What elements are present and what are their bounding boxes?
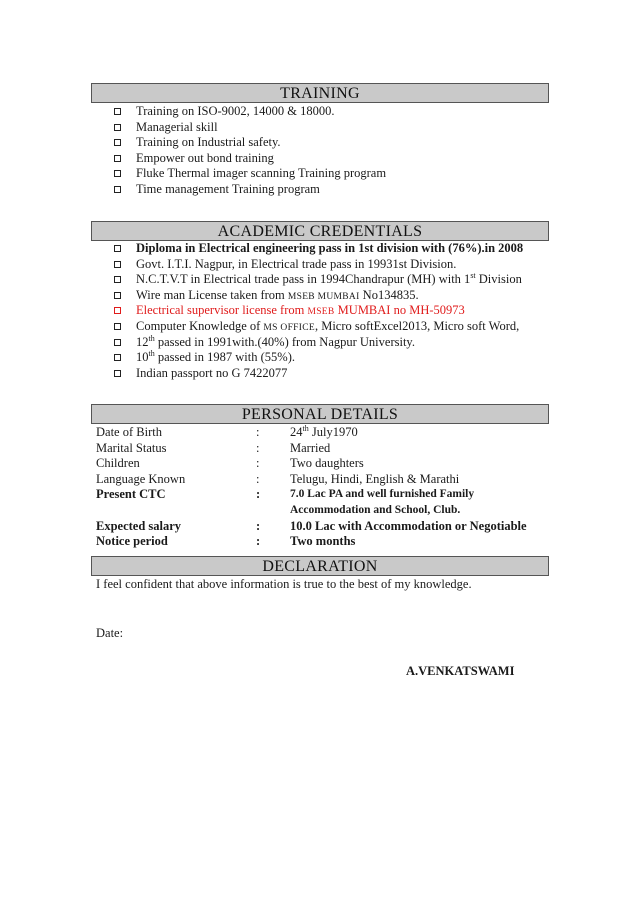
list-item bbox=[112, 182, 386, 198]
list-item bbox=[112, 350, 523, 366]
supervisor-text: Electrical supervisor license from bbox=[136, 303, 308, 318]
colon: : bbox=[256, 487, 261, 502]
list-item bbox=[112, 135, 386, 151]
checkbox-bullet-icon bbox=[114, 276, 121, 283]
expected-value: 10.0 Lac with Accommodation or Negotiable bbox=[290, 518, 527, 533]
language-label: Language Known bbox=[96, 471, 186, 486]
personal-header: PERSONAL DETAILS bbox=[91, 404, 549, 424]
table-row bbox=[96, 487, 527, 503]
list-item bbox=[112, 166, 386, 182]
supervisor-authority: MSEB bbox=[307, 307, 335, 318]
list-item bbox=[112, 120, 386, 136]
dob-day: 24 bbox=[290, 425, 303, 439]
language-value: Telugu, Hindi, English & Marathi bbox=[290, 471, 460, 486]
declaration-text: I feel confident that above information is true to the best of my knowledge. bbox=[96, 577, 472, 591]
table-row bbox=[96, 456, 527, 472]
table-row bbox=[96, 425, 527, 441]
iti-text: Govt. I.T.I. Nagpur, in Electrical trade pass in 19931st Division. bbox=[136, 256, 457, 271]
tenth-superscript: th bbox=[148, 349, 155, 358]
declaration-header: DECLARATION bbox=[91, 556, 549, 576]
personal-details-table bbox=[96, 425, 527, 550]
ncvt-superscript: st bbox=[470, 271, 476, 281]
colon: : bbox=[256, 425, 260, 439]
list-item bbox=[112, 303, 523, 319]
ncvt-text-end: Division bbox=[475, 272, 522, 287]
checkbox-bullet-icon bbox=[114, 370, 121, 377]
marital-value: Married bbox=[290, 440, 331, 455]
twelfth-text-end: passed in 1991with.(40%) from Nagpur University. bbox=[154, 334, 415, 349]
signature: A.VENKATSWAMI bbox=[406, 664, 515, 678]
table-row bbox=[96, 534, 527, 550]
list-item-text: Fluke Thermal imager scanning Training program bbox=[136, 166, 387, 181]
tenth-text-end: passed in 1987 with (55%). bbox=[154, 350, 295, 365]
list-item-text: Training on Industrial safety. bbox=[136, 135, 281, 150]
twelfth-superscript: th bbox=[148, 333, 155, 343]
list-item-text: Empower out bond training bbox=[136, 150, 274, 165]
colon: : bbox=[256, 456, 260, 471]
training-list bbox=[112, 104, 386, 198]
list-item-text: Time management Training program bbox=[136, 181, 320, 196]
diploma-text: Diploma in Electrical engineering pass in 1st division with (76%).in 2008 bbox=[136, 241, 524, 255]
checkbox-bullet-icon bbox=[114, 292, 121, 299]
twelfth-text: 12 bbox=[136, 334, 149, 349]
list-item bbox=[112, 241, 523, 257]
table-row bbox=[96, 472, 527, 488]
expected-label: Expected salary bbox=[96, 518, 182, 533]
checkbox-bullet-icon bbox=[114, 354, 121, 361]
dob-month-year: July1970 bbox=[308, 425, 358, 439]
computer-office: MS OFFICE bbox=[263, 322, 315, 333]
colon: : bbox=[256, 518, 261, 533]
checkbox-bullet-icon bbox=[114, 261, 121, 268]
list-item-text: Training on ISO-9002, 14000 & 18000. bbox=[136, 104, 335, 118]
checkbox-bullet-icon bbox=[114, 155, 121, 162]
list-item bbox=[112, 104, 386, 120]
academic-list bbox=[112, 241, 523, 381]
supervisor-number: MUMBAI no MH-50973 bbox=[334, 303, 465, 318]
list-item bbox=[112, 257, 523, 273]
children-value: Two daughters bbox=[290, 456, 364, 471]
checkbox-bullet-icon bbox=[114, 245, 121, 252]
academic-header: ACADEMIC CREDENTIALS bbox=[91, 221, 549, 241]
list-item bbox=[112, 335, 523, 351]
list-item bbox=[112, 272, 523, 288]
colon: : bbox=[256, 471, 260, 486]
dob-value bbox=[290, 425, 527, 441]
notice-label: Notice period bbox=[96, 534, 168, 549]
notice-value: Two months bbox=[290, 534, 356, 549]
date-label: Date: bbox=[96, 626, 124, 640]
wireman-text: Wire man License taken from bbox=[136, 287, 288, 302]
wireman-number: No134835. bbox=[359, 287, 419, 302]
checkbox-bullet-icon bbox=[114, 339, 121, 346]
ctc-value-cont: Accommodation and School, Club. bbox=[290, 503, 461, 516]
ctc-label: Present CTC bbox=[96, 487, 166, 502]
table-row bbox=[96, 503, 527, 519]
list-item bbox=[112, 319, 523, 335]
ctc-value: 7.0 Lac PA and well furnished Family bbox=[290, 488, 475, 501]
checkbox-bullet-icon bbox=[114, 139, 121, 146]
wireman-authority: MSEB MUMBAI bbox=[287, 291, 360, 302]
training-header: TRAINING bbox=[91, 83, 549, 103]
checkbox-bullet-icon bbox=[114, 186, 121, 193]
checkbox-bullet-icon bbox=[114, 307, 121, 314]
dob-label: Date of Birth bbox=[96, 425, 162, 439]
computer-text: Computer Knowledge of bbox=[136, 318, 264, 333]
empty-cell bbox=[256, 503, 290, 519]
table-row bbox=[96, 519, 527, 535]
empty-cell bbox=[96, 503, 256, 519]
passport-text: Indian passport no G 7422077 bbox=[136, 365, 288, 380]
checkbox-bullet-icon bbox=[114, 323, 121, 330]
children-label: Children bbox=[96, 456, 140, 471]
tenth-text: 10 bbox=[136, 350, 149, 365]
list-item-text: Managerial skill bbox=[136, 119, 218, 134]
marital-label: Marital Status bbox=[96, 440, 167, 455]
colon: : bbox=[256, 534, 261, 549]
dob-superscript: th bbox=[302, 423, 309, 433]
computer-text-end: , Micro softExcel2013, Micro soft Word, bbox=[314, 318, 520, 333]
list-item bbox=[112, 288, 523, 304]
list-item bbox=[112, 151, 386, 167]
colon: : bbox=[256, 440, 260, 455]
checkbox-bullet-icon bbox=[114, 108, 121, 115]
checkbox-bullet-icon bbox=[114, 170, 121, 177]
ncvt-text: N.C.T.V.T in Electrical trade pass in 1994Chandrapur (MH) with 1 bbox=[136, 272, 471, 287]
list-item bbox=[112, 366, 523, 382]
table-row bbox=[96, 441, 527, 457]
checkbox-bullet-icon bbox=[114, 124, 121, 131]
